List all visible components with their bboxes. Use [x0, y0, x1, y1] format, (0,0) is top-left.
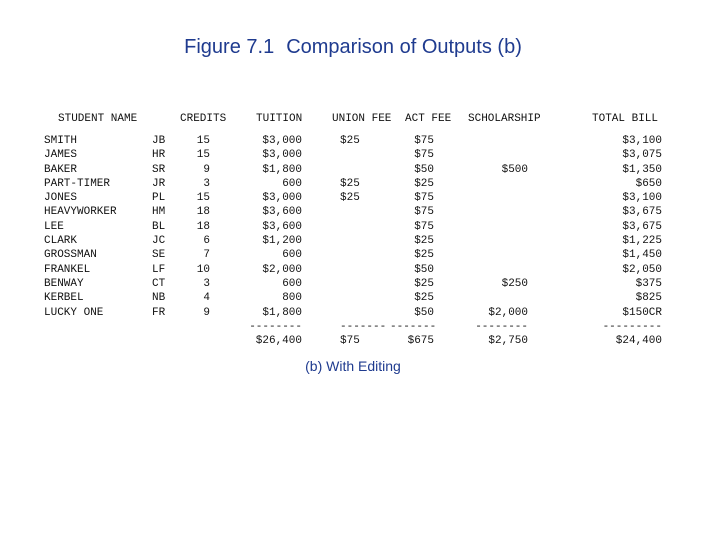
cell-act: $75: [414, 192, 434, 205]
cell-union: [340, 277, 380, 291]
cell-credits: 10: [196, 263, 210, 276]
cell-act: $25: [414, 235, 434, 248]
column-act-fee: [390, 134, 437, 348]
cell-name: JAMES: [44, 149, 78, 162]
cell-credits: 4: [203, 292, 210, 305]
column-credits: [178, 134, 210, 320]
column-total-bill: [590, 134, 662, 348]
cell-name: HEAVYWORKER: [44, 206, 117, 219]
cell-credits: 15: [196, 149, 210, 162]
cell-act: $25: [414, 249, 434, 262]
cell-code: PL: [152, 192, 166, 205]
cell-code: HR: [152, 149, 166, 162]
cell-name: GROSSMAN: [44, 249, 97, 262]
header-credits: CREDITS: [180, 113, 227, 125]
cell-credits: 18: [196, 220, 210, 233]
cell-tuition: $3,000: [262, 149, 302, 162]
cell-total: $825: [635, 292, 662, 305]
cell-name: KERBEL: [44, 292, 84, 305]
cell-act: $75: [414, 135, 434, 147]
cell-tuition: $3,000: [262, 135, 302, 147]
cell-total: $3,675: [622, 206, 662, 219]
total-act: $675: [407, 335, 434, 348]
cell-scholarship: [470, 220, 528, 234]
cell-act: $25: [414, 292, 434, 305]
cell-name: CLARK: [44, 235, 78, 248]
cell-scholarship: [470, 205, 528, 219]
cell-tuition: 600: [282, 277, 302, 290]
cell-total: $1,450: [622, 249, 662, 262]
cell-code: SR: [152, 163, 166, 176]
cell-name: BENWAY: [44, 277, 84, 290]
cell-tuition: $3,000: [262, 192, 302, 205]
cell-tuition: $2,000: [262, 263, 302, 276]
cell-code: SE: [152, 249, 166, 262]
header-tuition: TUITION: [256, 113, 303, 125]
total-tuition: $26,400: [255, 335, 302, 348]
separator-union: -------: [340, 320, 387, 333]
cell-code: CT: [152, 277, 166, 290]
column-names: [44, 134, 117, 320]
header-scholarship: SCHOLARSHIP: [468, 113, 541, 125]
cell-union: $25: [340, 177, 360, 190]
cell-total: $150CR: [622, 306, 662, 319]
header-union-fee: UNION FEE: [332, 113, 392, 125]
cell-tuition: $1,800: [262, 306, 302, 319]
cell-union: [340, 234, 380, 248]
cell-credits: 7: [203, 249, 210, 262]
cell-union: [340, 291, 380, 305]
cell-total: $2,050: [622, 263, 662, 276]
cell-total: $3,100: [622, 192, 662, 205]
cell-code: BL: [152, 220, 166, 233]
cell-total: $1,350: [622, 163, 662, 176]
cell-name: SMITH: [44, 135, 78, 147]
cell-tuition: $3,600: [262, 206, 302, 219]
cell-code: FR: [152, 306, 166, 319]
column-tuition: [230, 134, 302, 348]
cell-scholarship: $2,000: [488, 306, 528, 319]
cell-credits: 15: [196, 192, 210, 205]
cell-union: $25: [340, 135, 360, 147]
figure-title: [0, 36, 706, 59]
cell-act: $75: [414, 220, 434, 233]
column-scholarship: [470, 134, 528, 348]
cell-act: $50: [414, 163, 434, 176]
cell-scholarship: [470, 263, 528, 277]
cell-scholarship: $500: [501, 163, 528, 176]
cell-union: [340, 263, 380, 277]
cell-credits: 18: [196, 206, 210, 219]
cell-name: PART-TIMER: [44, 177, 111, 190]
header-student-name: STUDENT NAME: [58, 113, 138, 125]
cell-credits: 3: [203, 277, 210, 290]
cell-name: LEE: [44, 220, 64, 233]
header-total-bill: TOTAL BILL: [592, 113, 659, 125]
header-act-fee: ACT FEE: [405, 113, 452, 125]
separator-total: ---------: [602, 320, 662, 333]
cell-act: $75: [414, 206, 434, 219]
cell-scholarship: [470, 191, 528, 205]
total-scholarship: $2,750: [488, 335, 528, 348]
cell-act: $50: [414, 306, 434, 319]
cell-scholarship: [470, 134, 528, 148]
cell-total: $375: [635, 277, 662, 290]
total-union: $75: [340, 335, 360, 348]
separator-tuition: --------: [249, 320, 302, 333]
cell-tuition: 600: [282, 177, 302, 190]
cell-act: $25: [414, 277, 434, 290]
separator-scholarship: --------: [475, 320, 528, 333]
cell-total: $650: [635, 177, 662, 190]
cell-code: JB: [152, 135, 166, 147]
cell-act: $75: [414, 149, 434, 162]
cell-scholarship: [470, 177, 528, 191]
cell-code: JC: [152, 235, 166, 248]
cell-code: LF: [152, 263, 166, 276]
cell-credits: 9: [203, 306, 210, 319]
cell-union: [340, 148, 380, 162]
cell-total: $3,100: [622, 135, 662, 147]
figure-number: Figure 7.1: [184, 36, 275, 58]
separator-act: -------: [390, 320, 437, 333]
cell-tuition: $3,600: [262, 220, 302, 233]
cell-name: LUCKY ONE: [44, 306, 104, 319]
cell-name: FRANKEL: [44, 263, 91, 276]
cell-total: $3,675: [622, 220, 662, 233]
cell-tuition: $1,200: [262, 235, 302, 248]
cell-scholarship: [470, 291, 528, 305]
cell-credits: 15: [196, 135, 210, 147]
cell-credits: 3: [203, 177, 210, 190]
cell-total: $3,075: [622, 149, 662, 162]
cell-code: JR: [152, 177, 166, 190]
cell-union: [340, 248, 380, 262]
cell-tuition: $1,800: [262, 163, 302, 176]
cell-code: NB: [152, 292, 166, 305]
cell-total: $1,225: [622, 235, 662, 248]
column-union-fee: [340, 134, 387, 348]
cell-act: $50: [414, 263, 434, 276]
figure-caption-text: Comparison of Outputs (b): [286, 36, 522, 58]
total-total: $24,400: [615, 335, 662, 348]
cell-name: JONES: [44, 192, 78, 205]
cell-union: [340, 220, 380, 234]
cell-scholarship: $250: [501, 277, 528, 290]
cell-tuition: 800: [282, 292, 302, 305]
cell-act: $25: [414, 177, 434, 190]
cell-code: HM: [152, 206, 166, 219]
cell-union: [340, 205, 380, 219]
cell-credits: 6: [203, 235, 210, 248]
cell-union: $25: [340, 192, 360, 205]
cell-union: [340, 163, 380, 177]
cell-tuition: 600: [282, 249, 302, 262]
cell-scholarship: [470, 234, 528, 248]
cell-name: BAKER: [44, 163, 78, 176]
cell-scholarship: [470, 148, 528, 162]
cell-scholarship: [470, 248, 528, 262]
figure-subcaption: (b) With Editing: [305, 358, 401, 374]
cell-credits: 9: [203, 163, 210, 176]
cell-union: [340, 306, 380, 320]
column-codes: [152, 134, 165, 320]
